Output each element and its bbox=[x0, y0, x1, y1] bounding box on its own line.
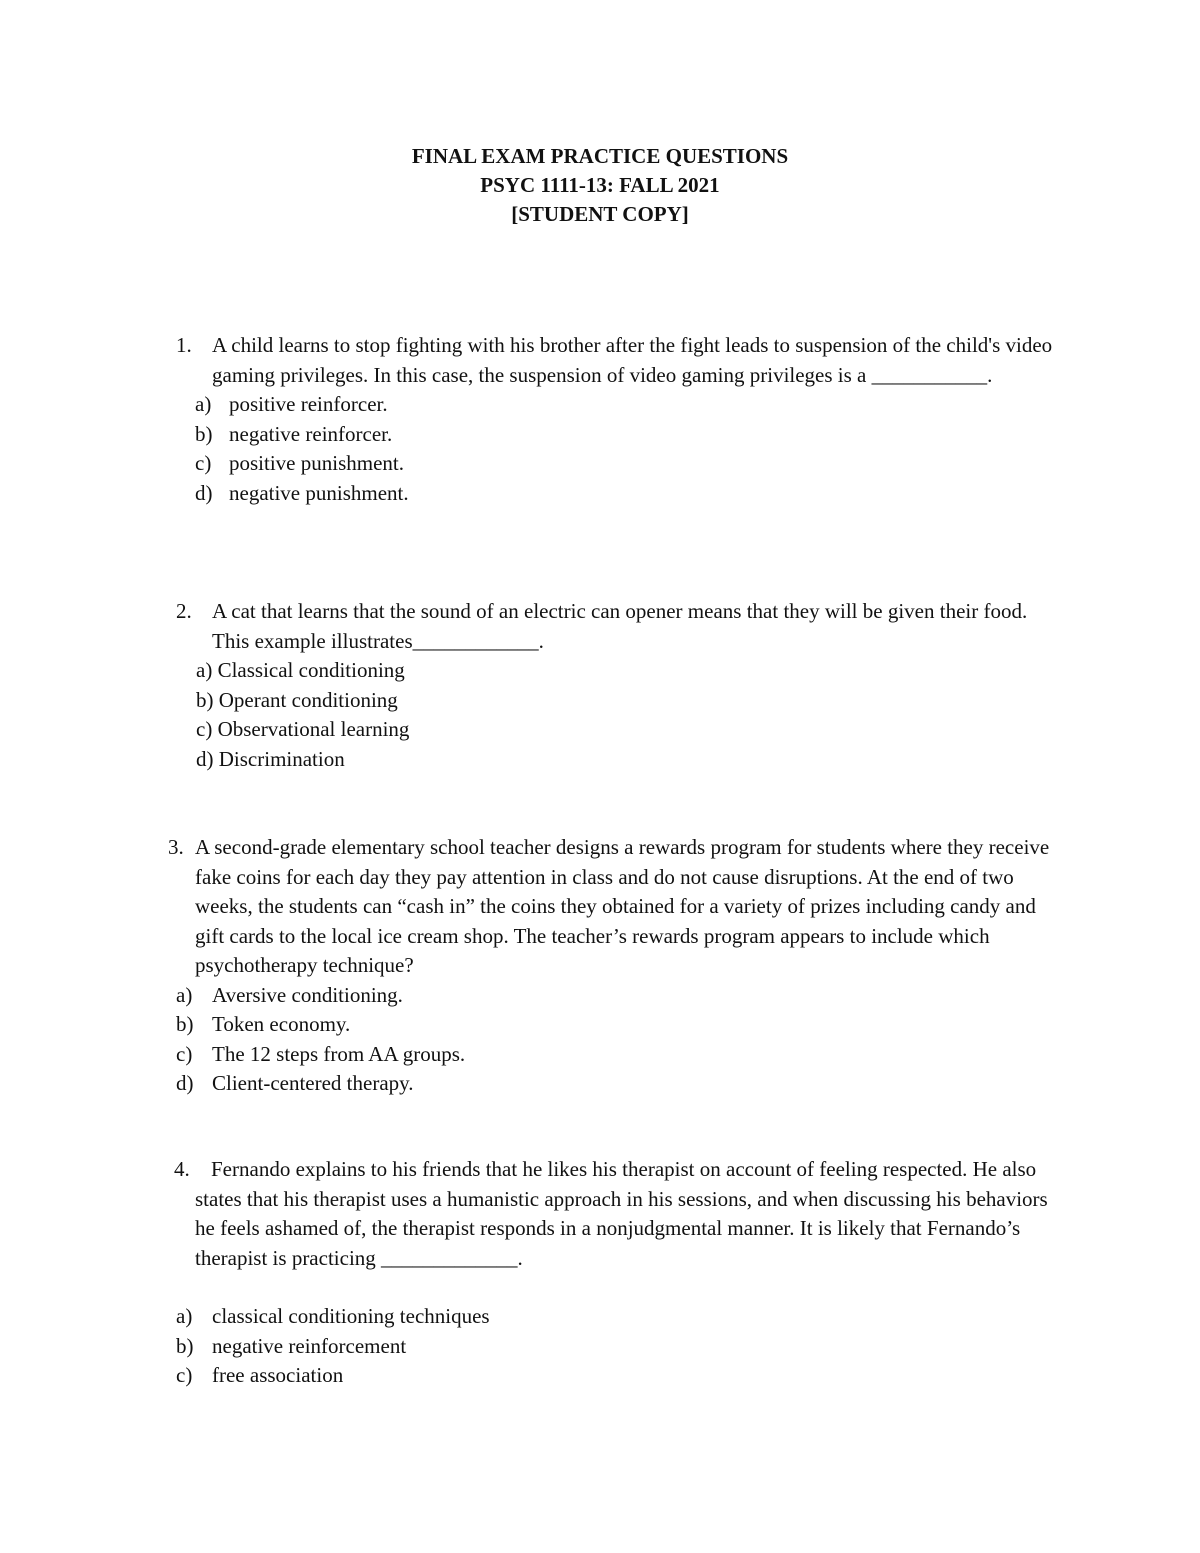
option-label: c) bbox=[196, 717, 213, 741]
option-label: b) bbox=[176, 1012, 194, 1036]
option-label: b) bbox=[195, 421, 213, 446]
answer-option bbox=[140, 1302, 1080, 1332]
option-text: Aversive conditioning. bbox=[212, 982, 403, 1007]
answer-option bbox=[140, 1069, 1080, 1099]
option-label: c) bbox=[195, 451, 212, 475]
answer-option bbox=[140, 686, 1080, 716]
answer-option bbox=[140, 981, 1080, 1011]
question-number: 1. bbox=[176, 333, 192, 357]
option-text: positive reinforcer. bbox=[229, 392, 388, 416]
option-text: positive punishment. bbox=[229, 451, 404, 475]
option-text: Observational learning bbox=[217, 717, 410, 741]
question-number: 3. bbox=[168, 835, 184, 859]
option-label: a) bbox=[196, 658, 213, 682]
option-label: d) bbox=[195, 480, 213, 505]
option-text: Client-centered therapy. bbox=[212, 1071, 414, 1095]
answer-option bbox=[140, 390, 1080, 420]
option-text: Token economy. bbox=[212, 1012, 351, 1036]
answer-option bbox=[140, 1010, 1080, 1040]
question-stem: A second-grade elementary school teacher designs a rewards program for students where they receive fake coins for each day they pay attention in class and do not cause disruptions. At the end of two weeks, the students can “cash in” the coins they obtained for a variety of prizes including candy and gift cards to the local ice cream shop. The teacher’s rewards program appears to include which psychotherapy technique? bbox=[195, 835, 1050, 977]
question-stem: Fernando explains to his friends that he likes his therapist on account of feeling respected. He also states that his therapist uses a humanistic approach in his sessions, and when discussing his behaviors he feels ashamed of, the therapist responds in a nonjudgmental manner. It is likely that Fernando’s therapist is practicing _____________. bbox=[195, 1157, 1048, 1270]
header-title: FINAL EXAM PRACTICE QUESTIONS bbox=[411, 144, 789, 168]
answer-option bbox=[140, 1040, 1080, 1070]
question-3 bbox=[140, 833, 1080, 1099]
option-label: a) bbox=[195, 392, 212, 416]
question-1 bbox=[140, 331, 1080, 508]
option-label: d) bbox=[176, 1071, 194, 1095]
header-copy-label: [STUDENT COPY] bbox=[511, 202, 689, 226]
question-number: 4. bbox=[174, 1157, 190, 1181]
option-text: negative punishment. bbox=[229, 480, 409, 505]
answer-option bbox=[140, 420, 1080, 450]
document-header bbox=[0, 142, 1200, 229]
option-label: d) bbox=[196, 746, 214, 771]
answer-option bbox=[140, 715, 1080, 745]
question-number: 2. bbox=[176, 599, 192, 623]
answer-option bbox=[140, 449, 1080, 479]
header-course: PSYC 1111-13: FALL 2021 bbox=[480, 173, 720, 197]
option-text: free association bbox=[212, 1363, 344, 1387]
answer-option bbox=[140, 1361, 1080, 1391]
question-stem: A child learns to stop fighting with his brother after the fight leads to suspension of the child's video gaming privileges. In this case, the suspension of video gaming privileges is a ___________. bbox=[212, 333, 1053, 387]
option-text: Discrimination bbox=[218, 746, 345, 771]
option-label: a) bbox=[176, 982, 193, 1007]
option-label: b) bbox=[196, 687, 214, 712]
option-text: classical conditioning techniques bbox=[212, 1304, 490, 1328]
option-text: Operant conditioning bbox=[218, 687, 398, 712]
option-text: The 12 steps from AA groups. bbox=[212, 1041, 466, 1066]
option-label: a) bbox=[176, 1304, 193, 1328]
option-label: b) bbox=[176, 1333, 194, 1358]
answer-option bbox=[140, 479, 1080, 509]
option-text: negative reinforcement bbox=[212, 1333, 407, 1358]
option-label: c) bbox=[176, 1363, 193, 1387]
option-label: c) bbox=[176, 1041, 193, 1066]
answer-option bbox=[140, 656, 1080, 686]
question-stem: A cat that learns that the sound of an electric can opener means that they will be given their food. This example illustrates____________. bbox=[212, 599, 1028, 653]
option-text: negative reinforcer. bbox=[229, 421, 393, 446]
answer-option bbox=[140, 1332, 1080, 1362]
question-2 bbox=[140, 597, 1080, 774]
question-4 bbox=[140, 1155, 1080, 1391]
answer-option bbox=[140, 745, 1080, 775]
option-text: Classical conditioning bbox=[217, 658, 405, 682]
